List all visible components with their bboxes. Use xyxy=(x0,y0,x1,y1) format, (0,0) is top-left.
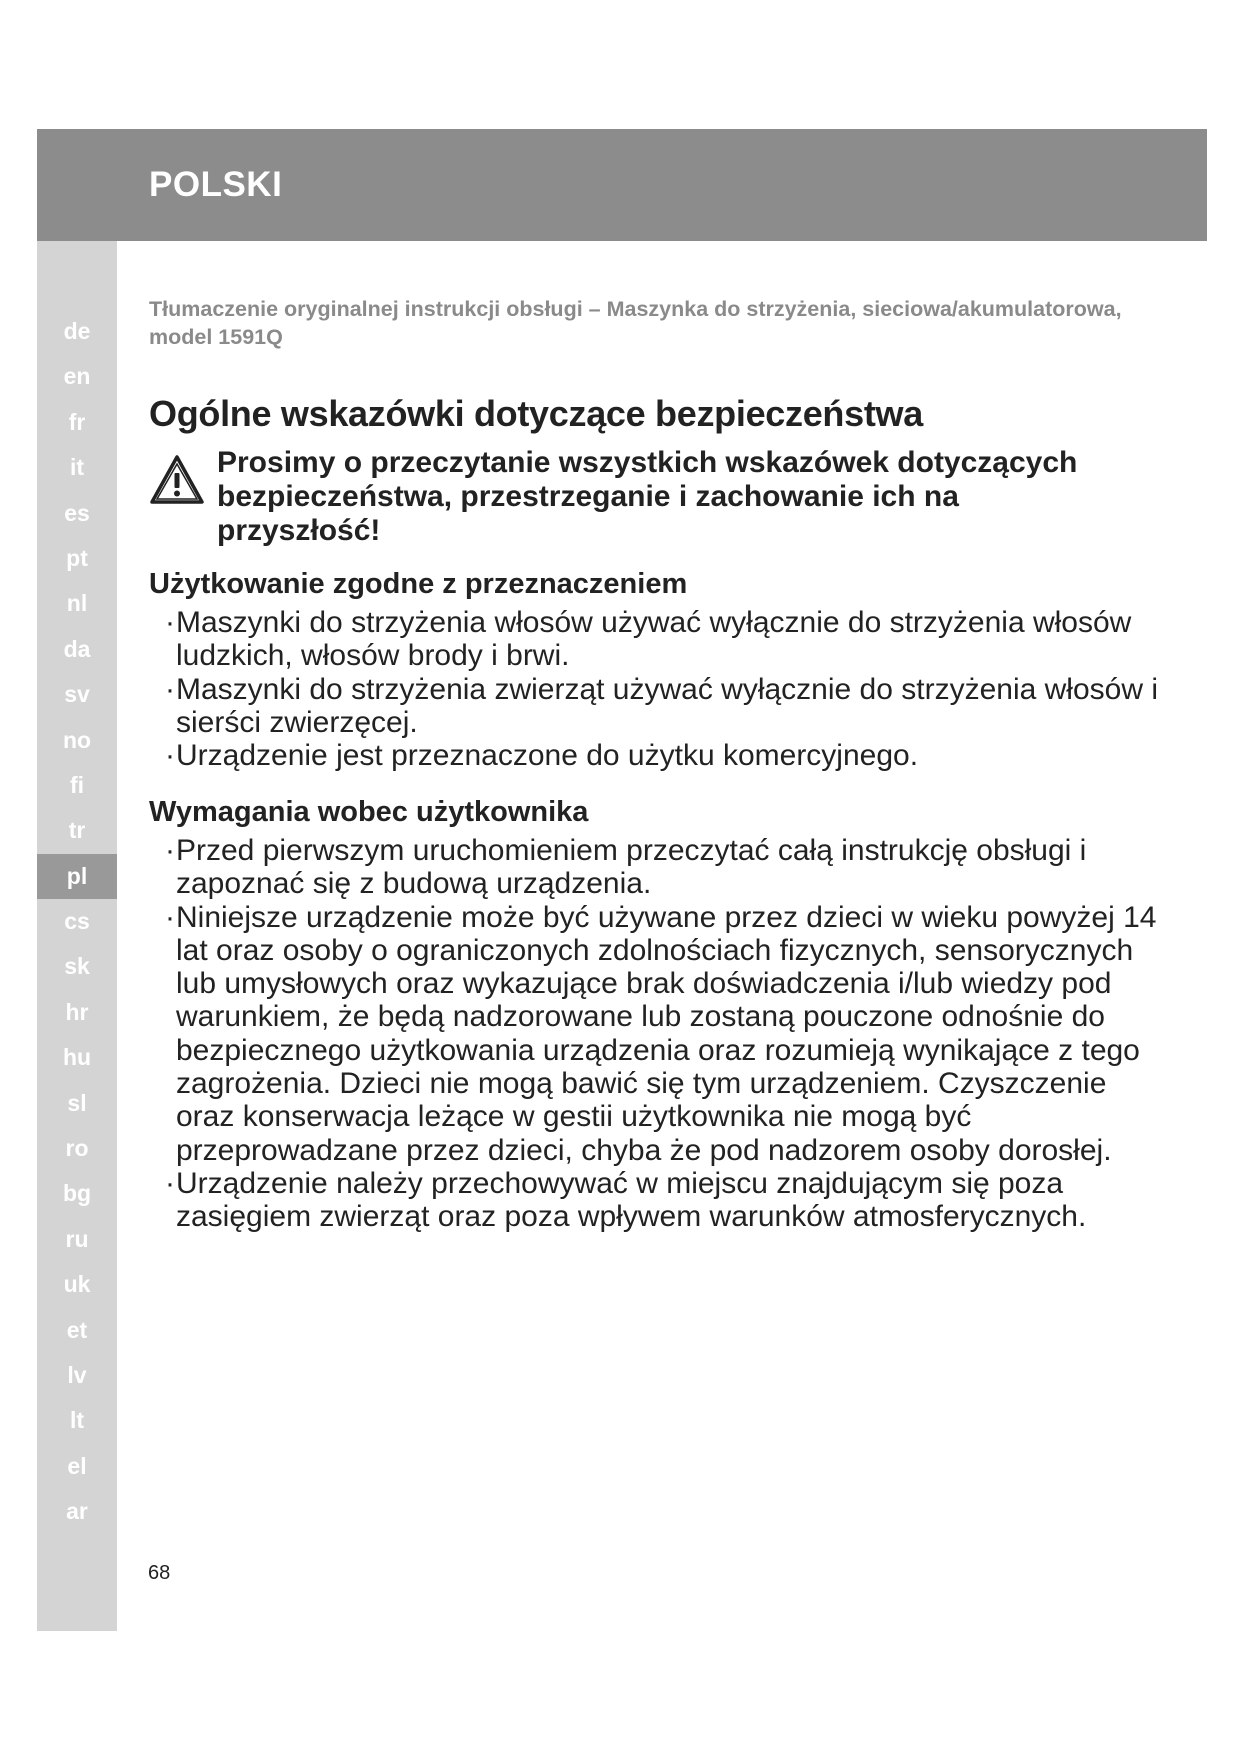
intended-use-list xyxy=(159,606,1159,772)
language-tab-fi[interactable]: fi xyxy=(69,771,85,798)
list-item: · Maszynki do strzyżenia włosów używać wyłącznie do strzyżenia włosów ludzkich, włosów brody i brwi. xyxy=(159,606,1159,673)
language-tab-de[interactable]: de xyxy=(63,318,91,344)
list-item: · Maszynki do strzyżenia zwierząt używać wyłącznie do strzyżenia włosów i sierści zwierzęcej. xyxy=(159,673,1159,740)
list-item: · Niniejsze urządzenie może być używane przez dzieci w wieku powyżej 14 lat oraz osoby o ograniczonych zdolnościach fizycznych, sensorycznych lub umysłowych oraz wykazujące brak doświadczenia i/lub wiedzy pod warunkiem, że będą nadzorowane lub zostaną pouczone odnośnie do bezpiecznego użytkowania urządzenia oraz rozumieją wynikające z tego zagrożenia. Dzieci nie mogą bawić się tym urządzeniem. Czyszczenie oraz konserwacja leżące w gestii użytkownika nie mogą być przeprowadzane przez dzieci, chyba że pod nadzorem osoby dorosłej. xyxy=(159,901,1159,1167)
language-tab-es[interactable]: es xyxy=(64,499,90,526)
language-tab-bg[interactable]: bg xyxy=(62,1180,92,1207)
language-tab-lt[interactable]: lt xyxy=(69,1407,85,1434)
language-tab-el[interactable]: el xyxy=(67,1452,87,1479)
user-requirements-list xyxy=(159,834,1159,1234)
language-tab-pt[interactable]: pt xyxy=(66,544,88,571)
language-tab-fr[interactable]: fr xyxy=(68,408,86,435)
document-subtitle: Tłumaczenie oryginalnej instrukcji obsługi – Maszynka do strzyżenia, sieciowa/akumulatorowa, model 1591Q xyxy=(149,297,1122,349)
warning-text: Prosimy o przeczytanie wszystkich wskazówek dotyczących bezpieczeństwa, przestrzeganie i zachowanie ich na przyszłość! xyxy=(217,446,1078,547)
language-tab-it[interactable]: it xyxy=(69,454,85,481)
language-tab-pl[interactable]: pl xyxy=(37,854,117,899)
intended-use-heading: Użytkowanie zgodne z przeznaczeniem xyxy=(149,568,688,600)
language-tab-list xyxy=(37,309,117,1535)
warning-block xyxy=(149,446,1149,548)
warning-triangle-icon xyxy=(149,454,205,506)
list-item: · Urządzenie jest przeznaczone do użytku komercyjnego. xyxy=(159,739,1159,772)
language-tab-lv[interactable]: lv xyxy=(67,1361,87,1388)
user-requirements-heading: Wymagania wobec użytkownika xyxy=(149,796,589,828)
language-tab-da[interactable]: da xyxy=(63,635,91,662)
language-title: POLSKI xyxy=(149,165,283,204)
page-header xyxy=(37,129,1207,241)
language-tab-no[interactable]: no xyxy=(62,726,92,753)
language-tab-nl[interactable]: nl xyxy=(66,590,88,617)
language-tab-sv[interactable]: sv xyxy=(64,681,90,708)
list-item: · Przed pierwszym uruchomieniem przeczytać całą instrukcję obsługi i zapoznać się z budową urządzenia. xyxy=(159,834,1159,901)
language-tab-en[interactable]: en xyxy=(63,363,91,390)
language-tab-ru[interactable]: ru xyxy=(65,1225,89,1252)
safety-heading: Ogólne wskazówki dotyczące bezpieczeństwa xyxy=(149,393,923,434)
page-number: 68 xyxy=(148,1562,171,1584)
language-tab-hr[interactable]: hr xyxy=(65,998,89,1025)
list-item: · Urządzenie należy przechowywać w miejscu znajdującym się poza zasięgiem zwierząt oraz poza wpływem warunków atmosferycznych. xyxy=(159,1167,1159,1234)
language-tab-cs[interactable]: cs xyxy=(64,908,90,935)
language-tab-ro[interactable]: ro xyxy=(65,1135,89,1162)
language-tab-ar[interactable]: ar xyxy=(66,1498,88,1525)
language-tab-et[interactable]: et xyxy=(66,1316,88,1343)
language-tab-sk[interactable]: sk xyxy=(64,953,90,980)
language-sidebar xyxy=(37,241,117,1631)
language-tab-uk[interactable]: uk xyxy=(63,1271,91,1298)
language-tab-hu[interactable]: hu xyxy=(62,1044,92,1071)
language-tab-sl[interactable]: sl xyxy=(67,1089,87,1116)
language-tab-tr[interactable]: tr xyxy=(68,817,86,844)
